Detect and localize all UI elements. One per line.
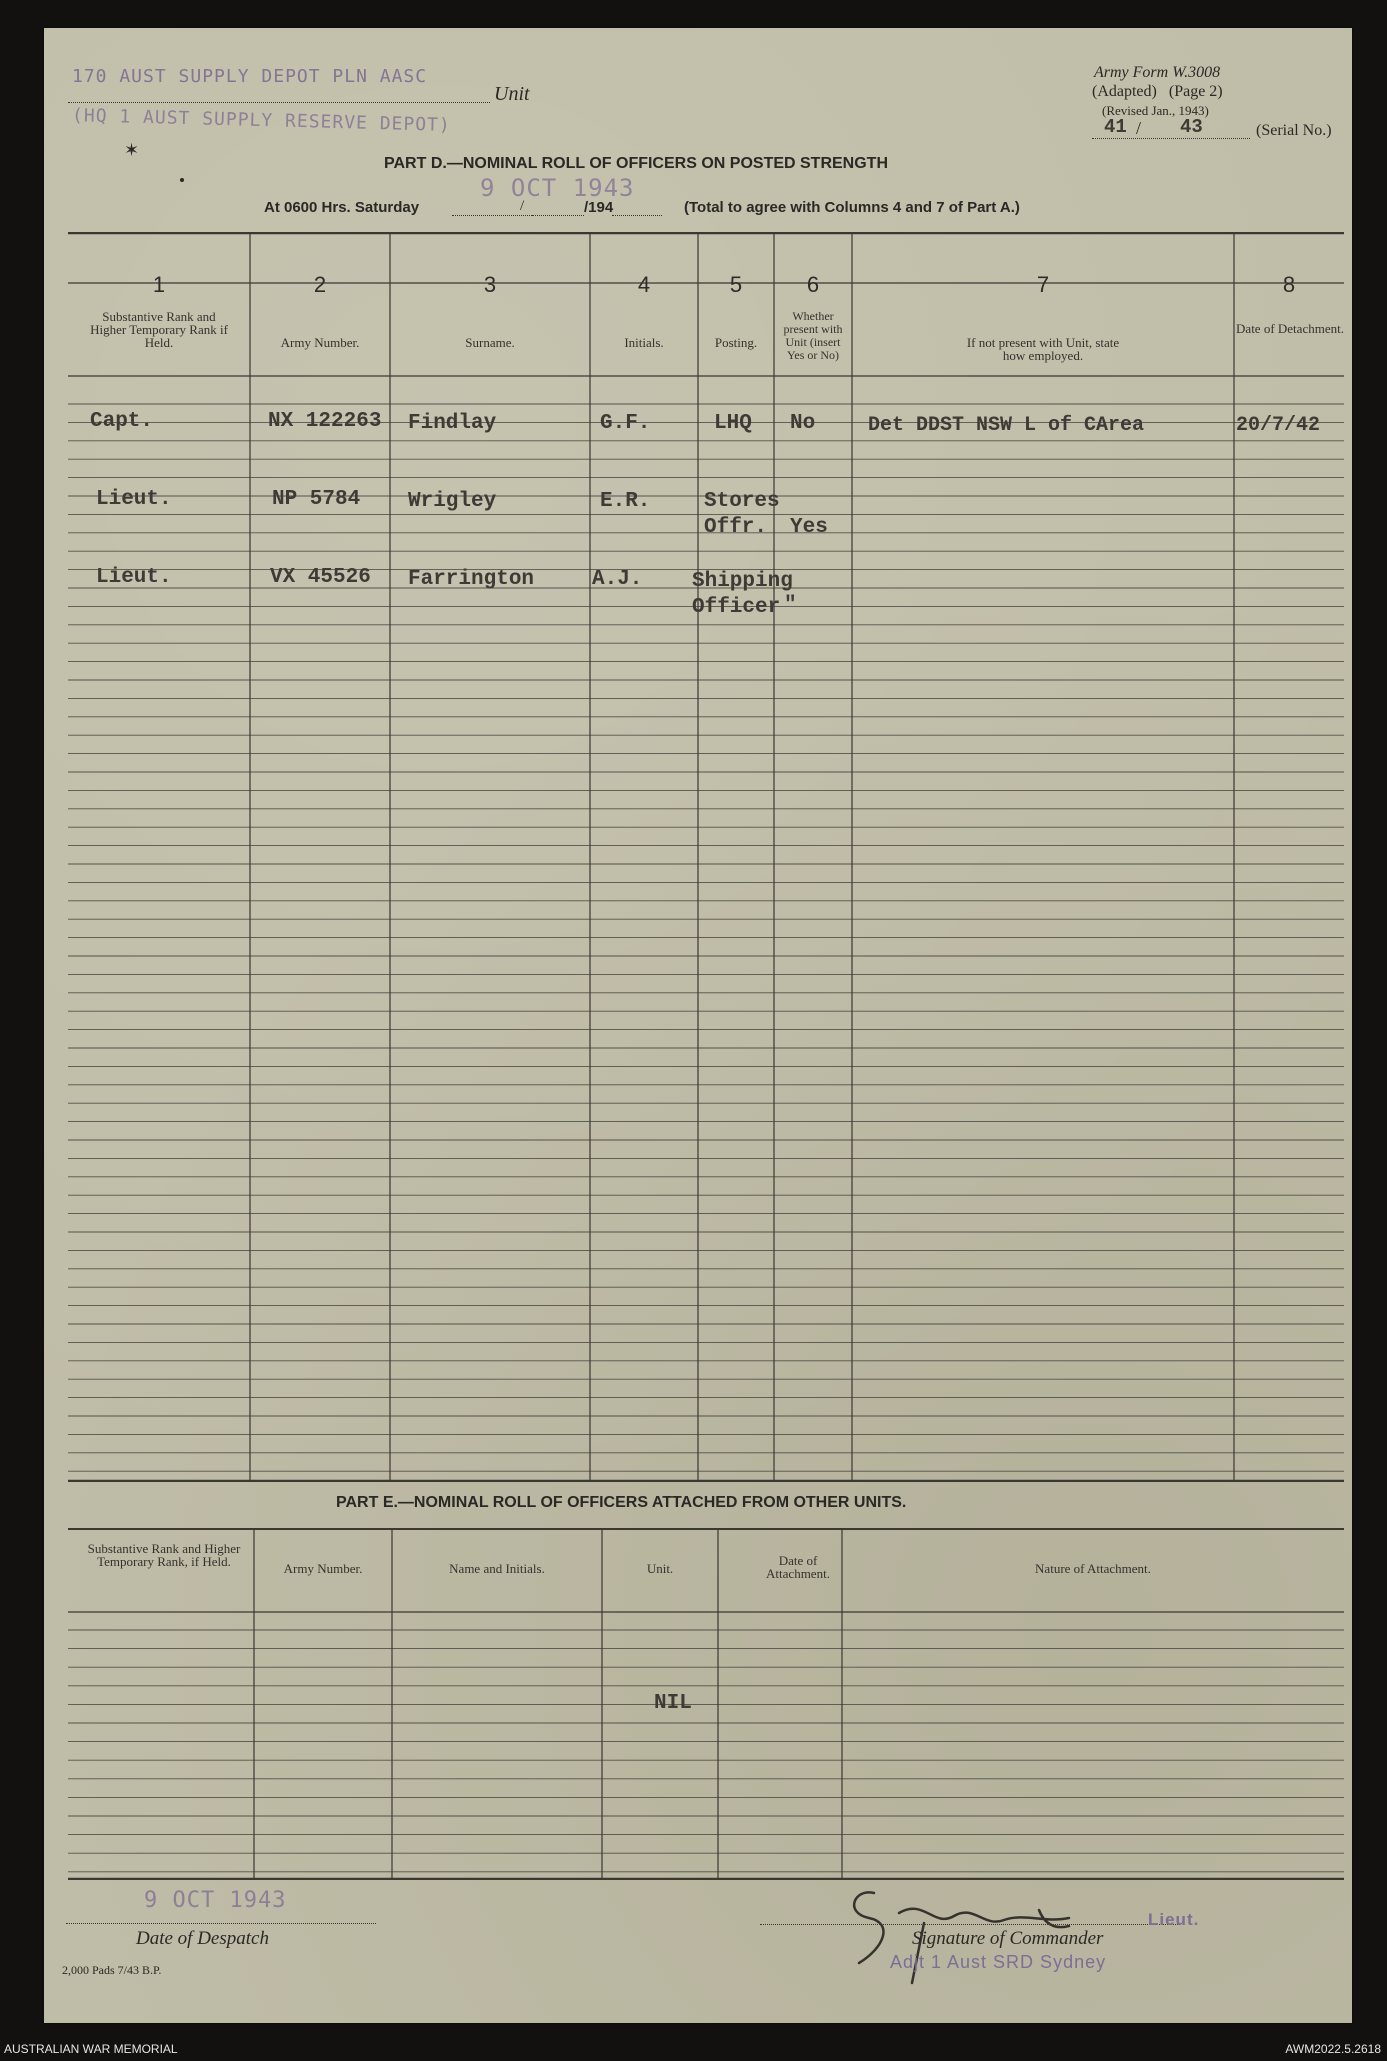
form-sheet: 170 AUST SUPPLY DEPOT PLN AASC (HQ 1 AUST SUPPLY RESERVE DEPOT) Unit ✶ Army Form W.3008 (Adapted) (Page 2) (Revised Jan., 1943) 41 / 43 (Serial No.) PART D.—NOMINAL ROLL OF OFFICERS ON POSTED STRENGTH At 0600 Hrs. Saturday / /194 9 OCT 1943 (Total to agree with Columns 4 and 7 of Part A.) 1 2 3 4 5 6 7 8 Substantive Rank and Higher Temporary Rank if Held. Army Number. Surname. Initials. Posting. Whether present with Unit (insert Yes or No) If not present with Unit, state how employed. Date of Detachment. Capt. NX 122263 Findlay G.F. LHQ No Det DDST NSW L of CArea 20/7/42 Lieut. NP 5784 Wrigley E.R. Stores Offr. Yes Lieut. VX 45526 Farrington A.J. Shipping Officer " PART E.—NOMINAL ROLL OF OFFICERS ATTACHED FROM OTHER UNITS. Substantive Rank and Higher Temporary Rank, if Held. Army Number. Name and Initials. Unit. Date of Attachment. Nature of Attachment. NIL 9 OCT 1943 Date of Despatch 2,000 Pads 7/43 B.P. Signature of Commander Lieut. Adjt 1 Aust SRD Sydney (44, 28, 1352, 2023)
part-e-title: PART E.—NOMINAL ROLL OF OFFICERS ATTACHED FROM OTHER UNITS. (336, 1494, 907, 1511)
col-num-5: 5 (729, 272, 743, 297)
row1-employed: Det DDST NSW L of CArea (868, 414, 1145, 437)
row3-number: VX 45526 (270, 566, 371, 589)
part-e-grid (68, 1528, 1344, 1880)
row3-rank: Lieut. (96, 566, 172, 589)
unit-label: Unit (494, 83, 530, 105)
part-d-table (68, 232, 1344, 1482)
despatch-date-stamp: 9 OCT 1943 (144, 1888, 287, 1913)
row2-number: NP 5784 (272, 488, 361, 511)
e-header-rank: Substantive Rank and Higher Temporary Rank, if Held. (87, 1541, 241, 1569)
part-d-grid (68, 232, 1344, 1482)
row3-surname: Farrington (408, 568, 535, 591)
at-line-year: /194 (584, 199, 614, 216)
form-adapted: (Adapted) (Page 2) (1092, 83, 1223, 100)
col-num-6: 6 (806, 272, 820, 297)
dot-mark (180, 178, 184, 182)
row1-posting: LHQ (714, 412, 752, 435)
row2-present: Yes (790, 516, 828, 539)
row3-posting-line2: Officer (692, 596, 781, 619)
serial-a: 41 (1104, 116, 1127, 138)
row1-present: No (790, 412, 816, 435)
col-num-8: 8 (1282, 272, 1296, 297)
part-d-title: PART D.—NOMINAL ROLL OF OFFICERS ON POSTED STRENGTH (384, 155, 889, 172)
footer-right: AWM2022.5.2618 (1285, 2042, 1381, 2056)
unit-underline (68, 102, 490, 103)
star-mark: ✶ (124, 140, 140, 160)
col-header-posting: Posting. (714, 335, 758, 350)
col-header-present: Whether present with Unit (insert Yes or No) (783, 309, 843, 362)
e-header-attachment-date: Date of Attachment. (766, 1553, 830, 1581)
row2-surname: Wrigley (408, 490, 497, 513)
at-line-prefix: At 0600 Hrs. Saturday (264, 199, 420, 216)
serial-b: 43 (1180, 116, 1203, 138)
footer-left: AUSTRALIAN WAR MEMORIAL (4, 2042, 178, 2056)
row1-number: NX 122263 (268, 410, 382, 433)
row1-initials: G.F. (600, 412, 651, 435)
adjt-stamp: Adjt 1 Aust SRD Sydney (890, 1952, 1107, 1972)
rank-stamp: Lieut. (1148, 1910, 1200, 1929)
col-num-2: 2 (313, 272, 327, 297)
form-number: Army Form W.3008 (1094, 64, 1221, 81)
col-num-3: 3 (483, 272, 497, 297)
form-revised: (Revised Jan., 1943) (1102, 103, 1209, 118)
signature-label: Signature of Commander (912, 1928, 1104, 1949)
print-note: 2,000 Pads 7/43 B.P. (62, 1963, 162, 1977)
row2-posting-line1: Stores (704, 490, 780, 513)
e-header-unit: Unit. (646, 1561, 674, 1576)
col-num-7: 7 (1036, 272, 1050, 297)
col-header-detachment: Date of Detachment. (1236, 321, 1344, 336)
row3-posting-line1: Shipping (692, 570, 793, 593)
row3-present: " (784, 594, 797, 617)
row1-date: 20/7/42 (1236, 414, 1321, 437)
col-header-employed: If not present with Unit, state how employed. (966, 335, 1120, 363)
col-header-army-number: Army Number. (280, 335, 360, 350)
col-num-1: 1 (152, 272, 166, 297)
row1-surname: Findlay (408, 412, 497, 435)
row3-initials: A.J. (592, 568, 643, 591)
total-note: (Total to agree with Columns 4 and 7 of Part A.) (684, 199, 1020, 216)
serial-label: (Serial No.) (1256, 122, 1332, 139)
col-header-rank: Substantive Rank and Higher Temporary Rank if Held. (90, 309, 228, 350)
col-header-surname: Surname. (465, 335, 515, 350)
e-header-nature: Nature of Attachment. (1035, 1561, 1151, 1576)
row1-rank: Capt. (90, 410, 154, 433)
archive-footer (0, 2034, 1387, 2061)
date-stamp: 9 OCT 1943 (480, 174, 635, 202)
e-header-army-number: Army Number. (283, 1561, 363, 1576)
row2-initials: E.R. (600, 490, 651, 513)
row2-rank: Lieut. (96, 488, 172, 511)
e-header-name: Name and Initials. (449, 1561, 545, 1576)
part-e-table (68, 1528, 1344, 1880)
unit-stamp-line1: 170 AUST SUPPLY DEPOT PLN AASC (72, 66, 428, 87)
col-num-4: 4 (637, 272, 651, 297)
nil-entry: NIL (654, 1692, 692, 1715)
despatch-label: Date of Despatch (136, 1928, 269, 1949)
col-header-initials: Initials. (624, 335, 664, 350)
unit-stamp-line2: (HQ 1 AUST SUPPLY RESERVE DEPOT) (71, 105, 451, 136)
row2-posting-line2: Offr. (704, 516, 768, 539)
